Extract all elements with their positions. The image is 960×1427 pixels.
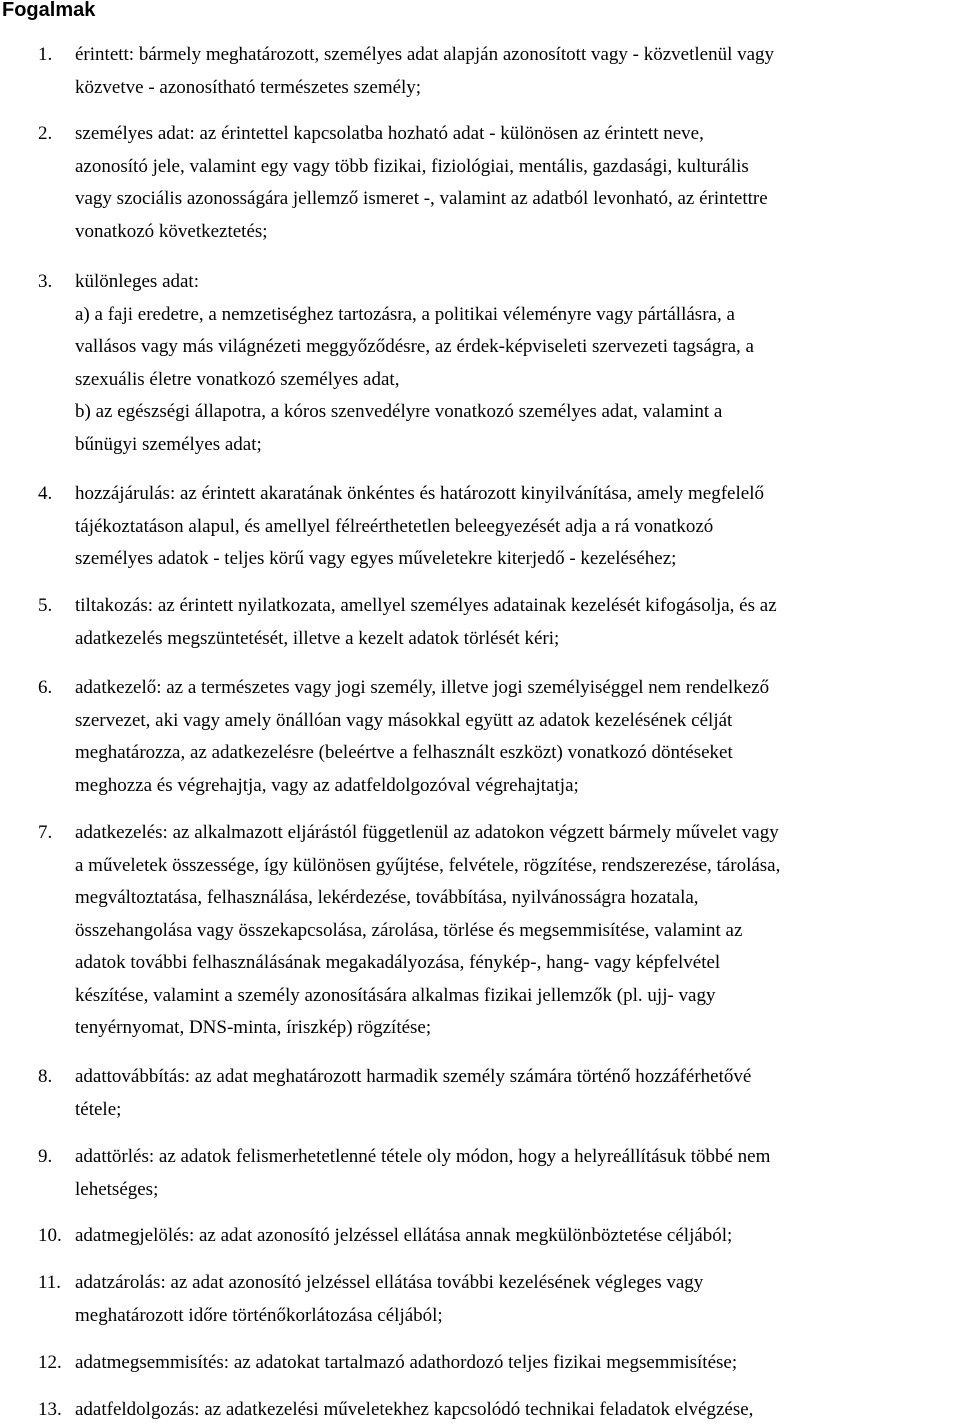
item-text: érintett: bármely meghatározott, személyes adat alapján azonosított vagy - közvetlenül vagy közvetve - azonosítható természetes személy; <box>75 44 775 98</box>
item-number: 7. <box>38 822 53 843</box>
item-text: adatfeldolgozás: az adatkezelési műveletekhez kapcsolódó technikai feladatok elvégzése, <box>75 1399 754 1420</box>
item-number: 10. <box>38 1225 62 1246</box>
item-number: 12. <box>38 1352 62 1373</box>
item-text: hozzájárulás: az érintett akaratának önkéntes és határozott kinyilvánítása, amely megfelelő tájékoztatáson alapul, és amellyel félreérthetetlen beleegyezését adja a rá vonatkozó személyes adatok - teljes körű vagy egyes műveletekre kiterjedő - kezeléséhez; <box>75 483 764 569</box>
item-text: tiltakozás: az érintett nyilatkozata, amellyel személyes adatainak kezelését kifogásolja, és az adatkezelés megszüntetését, illetve a kezelt adatok törlését kéri; <box>75 595 777 649</box>
item-text: adatkezelés: az alkalmazott eljárástól függetlenül az adatokon végzett bármely művelet vagy a műveletek összessége, így különösen gyűjtése, felvétele, rögzítése, rendszerezése, tárolása, megváltoztatása, felhasználása, lekérdezése, továbbítása, nyilvánosságra hozatala, összehangolása vagy összekapcsolása, zárolása, törlése és megsemmisítése, valamint az adatok további felhasználásának megakadályozása, fénykép-, hang- vagy képfelvétel készítése, valamint a személy azonosítására alkalmas fizikai jellemzők (pl. ujj- vagy tenyérnyomat, DNS-minta, íriszkép) rögzítése; <box>75 822 781 1038</box>
item-text: személyes adat: az érintettel kapcsolatba hozható adat - különösen az érintett neve, azonosító jele, valamint egy vagy több fizikai, fiziológiai, mentális, gazdasági, kulturális vagy szociális azonosságára jellemző ismeret -, valamint az adatból levonható, az érintettre vonatkozó következtetés; <box>75 123 768 242</box>
item-number: 2. <box>38 123 53 144</box>
item-number: 5. <box>38 595 53 616</box>
item-text: adattovábbítás: az adat meghatározott harmadik személy számára történő hozzáférhetővé tétele; <box>75 1066 752 1120</box>
item-number: 11. <box>38 1272 62 1293</box>
item-number: 6. <box>38 677 53 698</box>
item-number: 1. <box>38 44 53 65</box>
item-text: különleges adat: a) a faji eredetre, a nemzetiséghez tartozásra, a politikai véleményre vagy pártállásra, a vallásos vagy más világnézeti meggyőződésre, az érdek-képviseleti szervezeti tagságra, a szexuális életre vonatkozó személyes adat, b) az egészségi állapotra, a kóros szenvedélyre vonatkozó személyes adat, valamint a bűnügyi személyes adat; <box>75 271 754 455</box>
item-text: adatmegsemmisítés: az adatokat tartalmazó adathordozó teljes fizikai megsemmisítése; <box>75 1352 738 1373</box>
item-text: adatzárolás: az adat azonosító jelzéssel ellátása további kezelésének végleges vagy meghatározott időre történőkorlátozása céljából; <box>75 1272 704 1326</box>
item-number: 8. <box>38 1066 53 1087</box>
item-text: adatmegjelölés: az adat azonosító jelzéssel ellátása annak megkülönböztetése céljából; <box>75 1225 733 1246</box>
item-number: 3. <box>38 271 53 292</box>
item-text: adatkezelő: az a természetes vagy jogi személy, illetve jogi személyiséggel nem rendelkező szervezet, aki vagy amely önállóan vagy másokkal együtt az adatok kezelésének célját meghatározza, az adatkezelésre (beleértve a felhasznált eszközt) vonatkozó döntéseket meghozza és végrehajtja, vagy az adatfeldolgozóval végrehajtatja; <box>75 677 770 796</box>
item-number: 13. <box>38 1399 62 1420</box>
item-number: 4. <box>38 483 53 504</box>
item-number: 9. <box>38 1146 53 1167</box>
item-text: adattörlés: az adatok felismerhetetlenné tétele oly módon, hogy a helyreállításuk többé nem lehetséges; <box>75 1146 771 1200</box>
page-title: Fogalmak <box>2 0 96 21</box>
